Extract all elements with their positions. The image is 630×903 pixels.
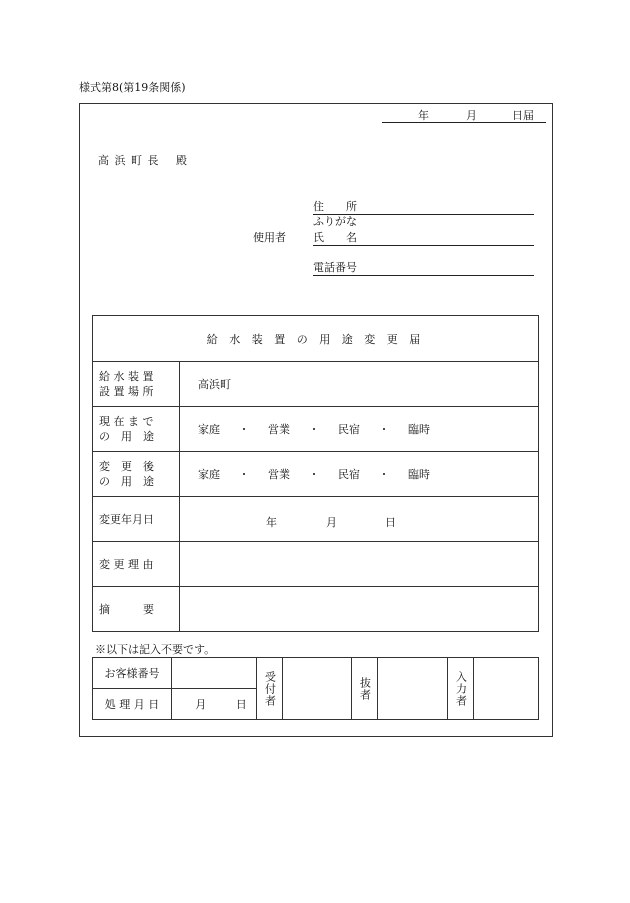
- current-use-options[interactable]: [180, 407, 539, 452]
- option-business[interactable]: 営業: [268, 423, 290, 436]
- label-remarks: 摘 要: [93, 587, 180, 632]
- extractor-label: 抜者: [358, 676, 372, 701]
- date-day: 日届: [512, 109, 534, 122]
- input-label-cell: [448, 658, 474, 720]
- customer-no-label: お客様番号: [93, 658, 172, 689]
- option-sep: ・: [238, 423, 250, 436]
- customer-no-value[interactable]: [172, 658, 257, 689]
- option-home[interactable]: 家庭: [198, 468, 220, 481]
- date-month: 月: [466, 109, 477, 122]
- note-text: ※以下は記入不要です。: [95, 643, 216, 656]
- remarks-value[interactable]: [180, 587, 539, 632]
- new-use-options[interactable]: [180, 452, 539, 497]
- name-label: 氏 名: [313, 231, 357, 244]
- label-location: [93, 362, 180, 407]
- label-new-use-line1: 変 更 後: [99, 460, 154, 473]
- change-date-year: 年: [266, 516, 277, 529]
- option-sep: ・: [378, 468, 390, 481]
- label-change-date: 変更年月日: [93, 497, 180, 542]
- receiver-label: 受付者: [263, 670, 277, 707]
- date-year: 年: [418, 109, 429, 122]
- change-date-day: 日: [385, 516, 396, 529]
- option-temporary[interactable]: 臨時: [408, 468, 430, 481]
- option-sep: ・: [308, 468, 320, 481]
- location-value[interactable]: 高浜町: [180, 362, 539, 407]
- extractor-label-cell: [352, 658, 378, 720]
- phone-line[interactable]: [313, 275, 534, 276]
- main-title: 給 水 装 置 の 用 途 変 更 届: [93, 316, 539, 362]
- process-date-label: 処 理 月 日: [93, 689, 172, 720]
- label-new-use: [93, 452, 180, 497]
- option-minshuku[interactable]: 民宿: [338, 468, 360, 481]
- option-sep: ・: [308, 423, 320, 436]
- address-label: 住 所: [313, 200, 357, 213]
- extractor-value[interactable]: [378, 658, 448, 720]
- option-sep: ・: [238, 468, 250, 481]
- addressee: 高 浜 町 長 殿: [98, 154, 188, 167]
- form-number: 様式第8(第19条関係): [79, 81, 186, 94]
- change-date-month: 月: [326, 516, 337, 529]
- input-value[interactable]: [474, 658, 539, 720]
- change-date-value[interactable]: [180, 497, 539, 542]
- receiver-value[interactable]: [283, 658, 352, 720]
- name-line[interactable]: [313, 245, 534, 246]
- option-minshuku[interactable]: 民宿: [338, 423, 360, 436]
- label-change-reason: 変 更 理 由: [93, 542, 180, 587]
- process-month: 月: [195, 698, 207, 711]
- office-table: [92, 657, 539, 720]
- receiver-label-cell: [257, 658, 283, 720]
- change-reason-value[interactable]: [180, 542, 539, 587]
- option-business[interactable]: 営業: [268, 468, 290, 481]
- user-label: 使用者: [253, 231, 286, 244]
- process-date-value[interactable]: [172, 689, 257, 720]
- furigana-label: ふりがな: [313, 215, 357, 228]
- label-current-use-line2: の 用 途: [99, 430, 154, 443]
- option-temporary[interactable]: 臨時: [408, 423, 430, 436]
- main-table: [92, 315, 539, 632]
- label-location-line1: 給 水 装 置: [99, 370, 154, 383]
- process-day: 日: [235, 698, 247, 711]
- label-new-use-line2: の 用 途: [99, 475, 154, 488]
- label-location-line2: 設 置 場 所: [99, 385, 154, 398]
- option-sep: ・: [378, 423, 390, 436]
- date-underline: [382, 122, 546, 123]
- phone-label: 電話番号: [313, 261, 357, 274]
- input-label: 入力者: [454, 670, 468, 707]
- label-current-use: [93, 407, 180, 452]
- option-home[interactable]: 家庭: [198, 423, 220, 436]
- label-current-use-line1: 現 在 ま で: [99, 415, 154, 428]
